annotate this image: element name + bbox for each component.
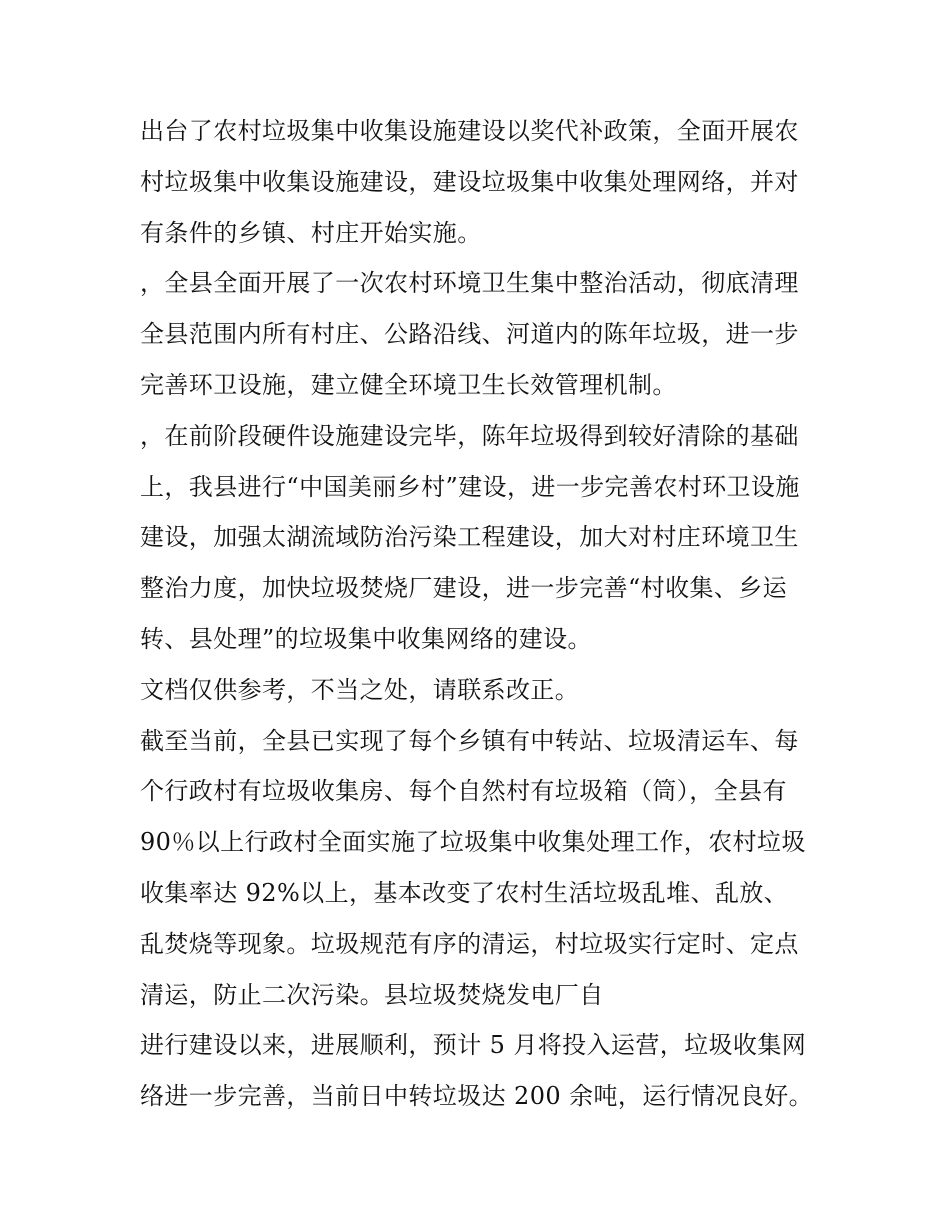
text-line: 截至当前，全县已实现了每个乡镇有中转站、垃圾清运车、每 bbox=[140, 726, 799, 755]
text-line: 出台了农村垃圾集中收集设施建设以奖代补政策，全面开展农 bbox=[140, 117, 799, 145]
text-line: 转、县处理”的垃圾集中收集网络的建设。 bbox=[140, 624, 592, 653]
text-line: 全县范围内所有村庄、公路沿线、河道内的陈年垃圾，进一步 bbox=[140, 320, 799, 349]
text-line: ，在前阶段硬件设施建设完毕，陈年垃圾得到较好清除的基础 bbox=[140, 421, 799, 450]
text-line: 清运，防止二次污染。县垃圾焚烧发电厂自 bbox=[140, 980, 604, 1009]
document-body bbox=[140, 106, 820, 1122]
text-line: 进行建设以来，进展顺利，预计 5 月将投入运营，垃圾收集网 bbox=[140, 1031, 807, 1060]
text-line: 建设，加强太湖流域防治污染工程建设，加大对村庄环境卫生 bbox=[140, 523, 799, 552]
text-line: 上，我县进行“中国美丽乡村”建设，进一步完善农村环卫设施 bbox=[140, 472, 800, 501]
text-line: 村垃圾集中收集设施建设，建设垃圾集中收集处理网络，并对 bbox=[140, 167, 799, 196]
text-line: 90％以上行政村全面实施了垃圾集中收集处理工作，农村垃圾 bbox=[140, 828, 806, 857]
text-line: 完善环卫设施，建立健全环境卫生长效管理机制。 bbox=[140, 370, 677, 399]
text-line: 整治力度，加快垃圾焚烧厂建设，进一步完善“村收集、乡运 bbox=[140, 574, 788, 603]
text-line: ，全县全面开展了一次农村环境卫生集中整治活动，彻底清理 bbox=[140, 269, 799, 298]
text-line: 收集率达 92%以上，基本改变了农村生活垃圾乱堆、乱放、 bbox=[140, 878, 789, 907]
text-line: 络进一步完善，当前日中转垃圾达 200 余吨，运行情况良好。 bbox=[140, 1082, 814, 1111]
text-line: 文档仅供参考，不当之处，请联系改正。 bbox=[140, 675, 580, 704]
text-line: 个行政村有垃圾收集房、每个自然村有垃圾箱（筒），全县有 bbox=[140, 777, 787, 806]
text-line: 乱焚烧等现象。垃圾规范有序的清运，村垃圾实行定时、定点 bbox=[140, 929, 799, 958]
text-line: 有条件的乡镇、村庄开始实施。 bbox=[140, 218, 482, 247]
